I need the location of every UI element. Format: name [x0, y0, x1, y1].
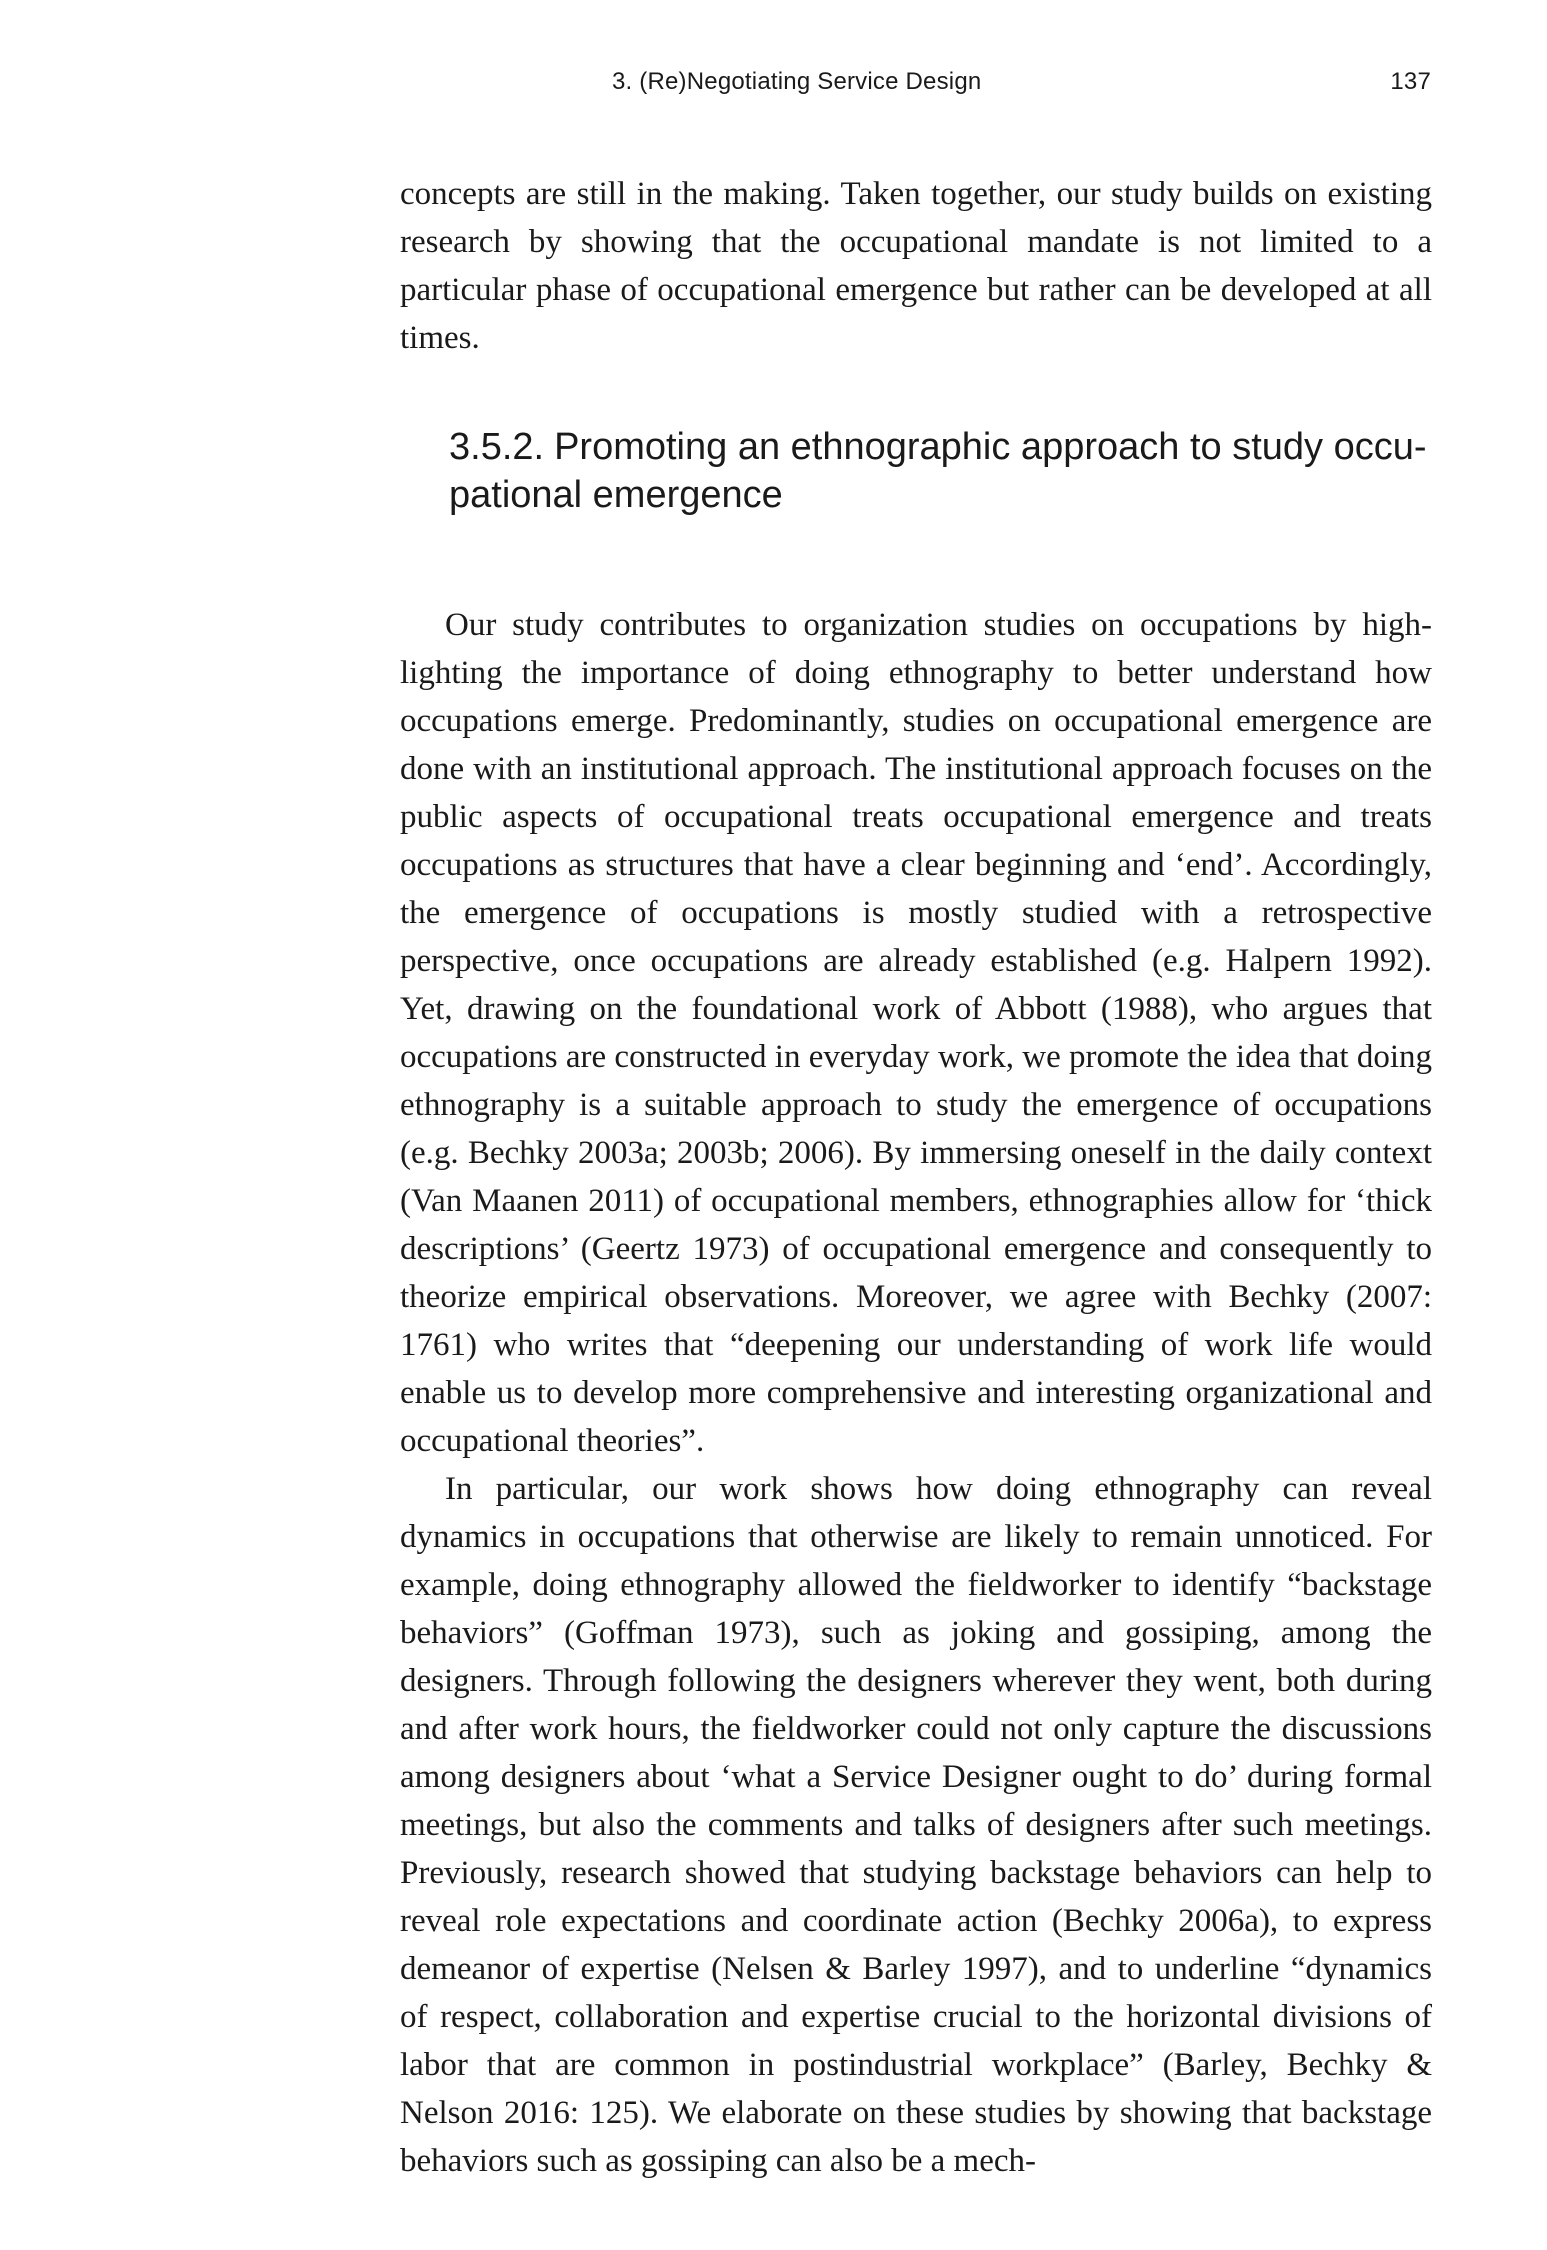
running-title: 3. (Re)Negotiating Service Design	[612, 68, 982, 95]
paragraph: Our study contributes to organization studies on occupations by highlighting the importance of doing ethnography to better understand how occupations emerge. Predominantly, studies on occupational emergence are done with an institutional approach. The institutional approach focuses on the public aspects of occupational treats occupational emergence and treats occupations as structures that have a clear beginning and ‘end’. Accordingly, the emergence of occupations is mostly studied with a retrospective perspective, once occupations are already established (e.g. Halpern 1992). Yet, drawing on the foundational work of Abbott (1988), who argues that occupations are constructed in everyday work, we promote the idea that doing ethnography is a suitable approach to study the emergence of occupations (e.g. Bechky 2003a; 2003b; 2006). By immersing oneself in the daily context (Van Maanen 2011) of occupational members, ethnographies allow for ‘thick descriptions’ (Geertz 1973) of occupational emergence and consequently to theorize empirical observations. Moreover, we agree with Bechky (2007: 1761) who writes that “deepening our understanding of work life would enable us to develop more comprehensive and interesting organizational and occupational theories”.	[400, 607, 1432, 1459]
paragraph-continuation: concepts are still in the making. Taken together, our study builds on existing research by showing that the occupational mandate is not limited to a particular phase of occupational emergence but rather can be developed at all times.	[400, 176, 1432, 356]
page-body	[400, 170, 1432, 2185]
section-heading	[449, 423, 1432, 519]
paragraph: In particular, our work shows how doing ethnography can reveal dynamics in occupations that otherwise are likely to remain unnoticed. For example, doing ethnography allowed the fieldworker to identify “backstage behaviors” (Goffman 1973), such as joking and gossiping, among the designers. Through following the designers wherever they went, both during and after work hours, the fieldworker could not only capture the discussions among designers about ‘what a Service Designer ought to do’ during formal meetings, but also the comments and talks of designers after such meetings. Previously, research showed that studying backstage behaviors can help to reveal role expectations and coordinate action (Bechky 2006a), to express demeanor of expertise (Nelsen & Barley 1997), and to underline “dynamics of respect, collaboration and expertise crucial to the horizontal divisions of labor that are common in postindustrial workplace” (Barley, Bechky & Nelson 2016: 125). We elaborate on these studies by showing that backstage behaviors such as gossiping can also be a mech-	[400, 1471, 1432, 2179]
page-number: 137	[1390, 68, 1431, 95]
section-title: Promoting an ethnographic approach to study occupational emergence	[449, 426, 1427, 516]
section-number: 3.5.2.	[449, 426, 545, 468]
